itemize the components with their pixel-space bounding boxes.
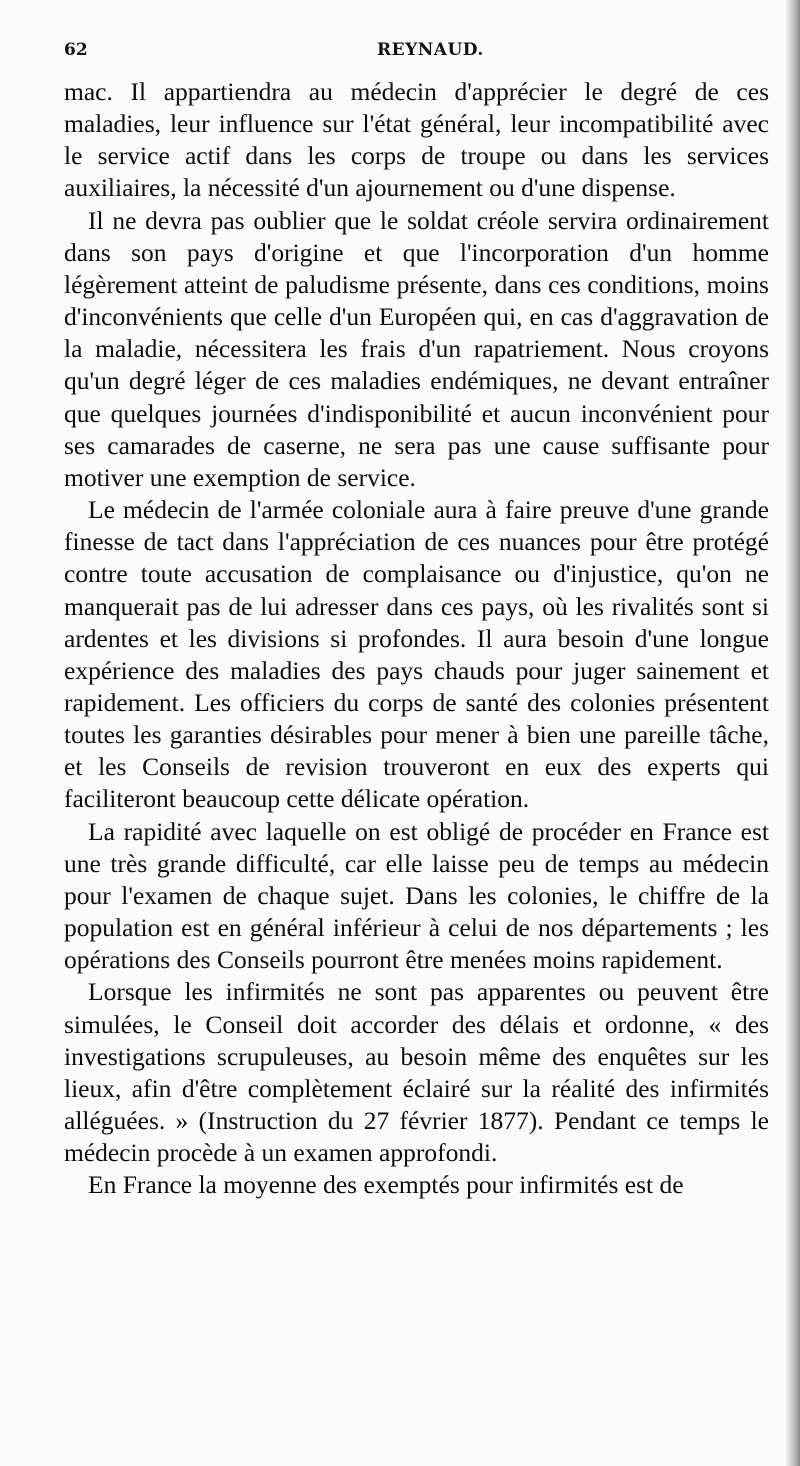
page-edge-shadow <box>786 0 800 1466</box>
paragraph: Lorsque les infirmités ne sont pas apparentes ou peuvent être simulées, le Conseil doit accorder des délais et ordonne, « des investigations scrupuleuses, au besoin même des enquêtes sur les lieux, afin d'être complètement éclairé sur la réalité des infirmités alléguées. » (Instruction du 27 février 1877). Pendant ce temps le médecin procède à un examen approfondi. <box>64 977 769 1168</box>
running-head: REYNAUD. <box>377 40 484 60</box>
paragraph: Le médecin de l'armée coloniale aura à faire preuve d'une grande finesse de tact dans l'appréciation de ces nuances pour être protégé contre toute accusation de complaisance ou d'injustice, qu'on ne manquerait pas de lui adresser dans ces pays, où les rivalités sont si ardentes et les divisions si profondes. Il aura besoin d'une longue expérience des maladies des pays chauds pour juger sainement et rapidement. Les officiers du corps de santé des colonies présentent toutes les garanties désirables pour mener à bien une pareille tâche, et les Conseils de revision trouveront en eux des experts qui faciliteront beaucoup cette délicate opération. <box>64 495 769 814</box>
page-number: 62 <box>64 40 88 60</box>
body-text <box>64 76 769 1201</box>
paragraph: En France la moyenne des exemptés pour infirmités est de <box>88 1170 684 1200</box>
page-header <box>64 36 754 64</box>
paragraph: La rapidité avec laquelle on est obligé de procéder en France est une très grande difficulté, car elle laisse peu de temps au médecin pour l'examen de chaque sujet. Dans les colonies, le chiffre de la population est en général inférieur à celui de nos départements ; les opérations des Conseils pourront être menées moins rapidement. <box>64 816 769 975</box>
paragraph: mac. Il appartiendra au médecin d'apprécier le degré de ces maladies, leur influence sur l'état général, leur incompatibilité avec le service actif dans les corps de troupe ou dans les services auxiliaires, la nécessité d'un ajournement ou d'une dispense. <box>64 77 769 203</box>
paragraph: Il ne devra pas oublier que le soldat créole servira ordinairement dans son pays d'origine et que l'incorporation d'un homme légèrement atteint de paludisme présente, dans ces conditions, moins d'inconvénients que celle d'un Européen qui, en cas d'aggravation de la maladie, nécessitera les frais d'un rapatriement. Nous croyons qu'un degré léger de ces maladies endémiques, ne devant entraîner que quelques journées d'indisponibilité et aucun inconvénient pour ses camarades de caserne, ne sera pas une cause suffisante pour motiver une exemption de service. <box>64 205 769 492</box>
